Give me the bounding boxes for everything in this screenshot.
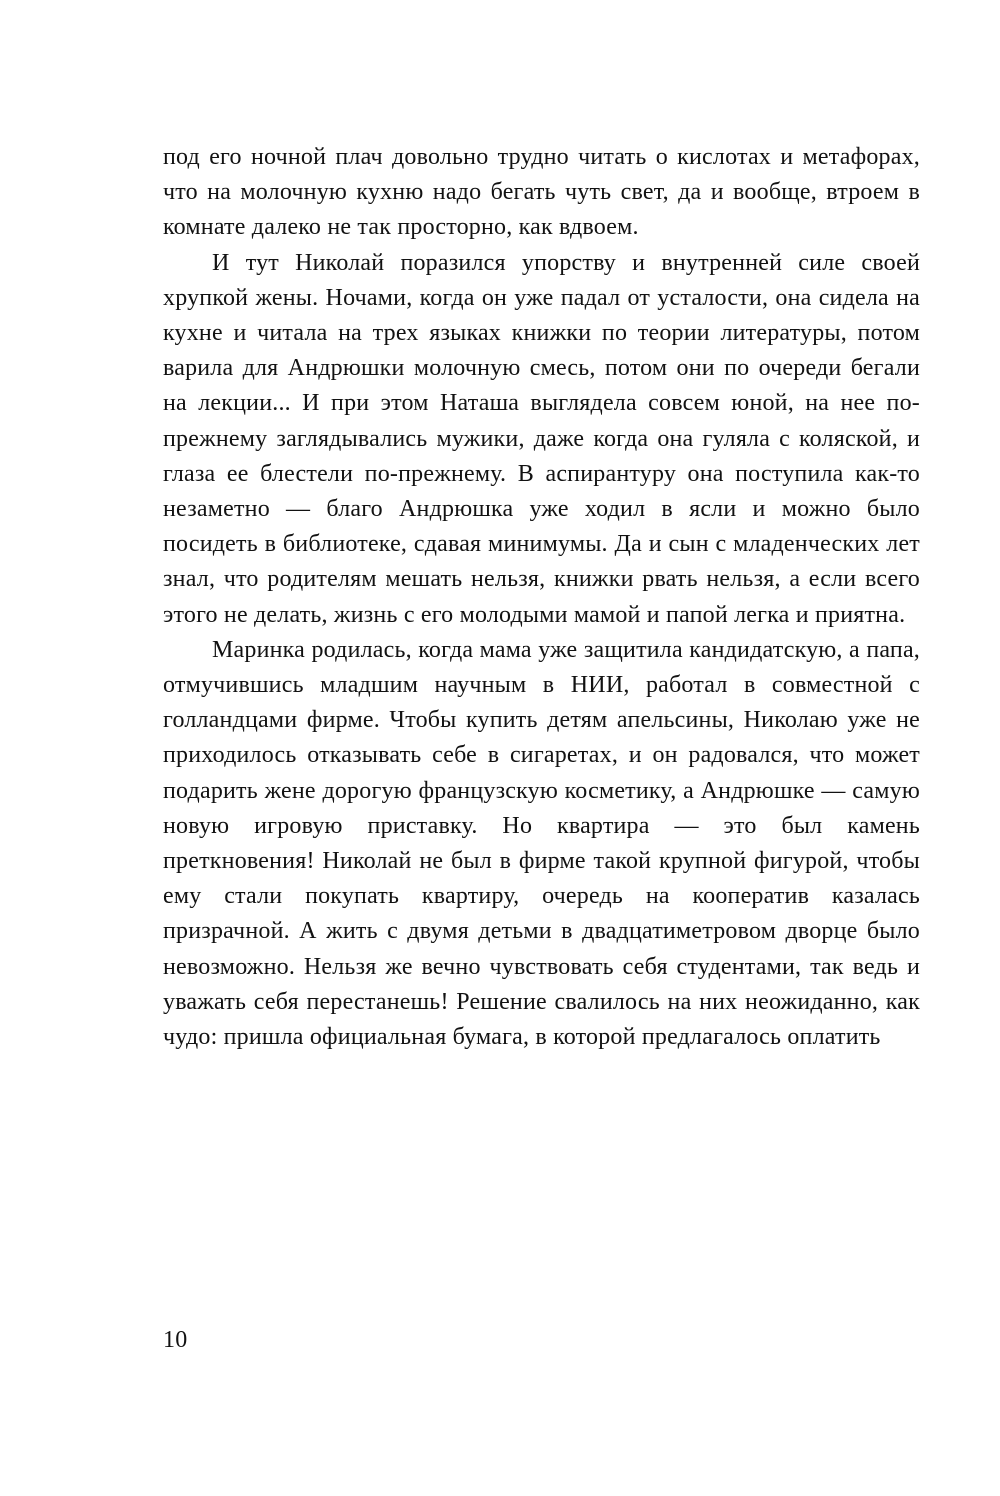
paragraph: И тут Николай поразился упорству и внутренней силе своей хрупкой жены. Ночами, когда он уже падал от усталости, она сидела на кухне и читала на трех языках книжки по теории литературы, потом варила для Андрюшки молочную смесь, потом они по очереди бегали на лекции... И при этом Наташа выглядела совсем юной, на нее по-прежнему заглядывались мужики, даже когда она гуляла с коляской, и глаза ее блестели по-прежнему. В аспирантуру она поступила как-то незаметно — благо Андрюшка уже ходил в ясли и можно было посидеть в библиотеке, сдавая минимумы. Да и сын с младенческих лет знал, что родителям мешать нельзя, книжки рвать нельзя, а если всего этого не делать, жизнь с его молодыми мамой и папой легка и приятна. bbox=[163, 249, 920, 628]
page-number: 10 bbox=[163, 1327, 188, 1353]
paragraph-continuation: под его ночной плач довольно трудно читать о кислотах и метафорах, что на молочную кухню надо бегать чуть свет, да и вообще, втроем в комнате далеко не так просторно, как вдвоем. bbox=[163, 144, 920, 241]
page-text-block bbox=[163, 140, 920, 1055]
paragraph: Маринка родилась, когда мама уже защитила кандидатскую, а папа, отмучившись младшим научным в НИИ, работал в совместной с голландцами фирме. Чтобы купить детям апельсины, Николаю уже не приходилось отказывать себе в сигаретах, и он радовался, что может подарить жене дорогую французскую косметику, а Андрюшке — самую новую игровую приставку. Но квартира — это был камень преткновения! Николай не был в фирме такой крупной фигурой, чтобы ему стали покупать квартиру, очередь на кооператив казалась призрачной. А жить с двумя детьми в двадцатиметровом дворце было невозможно. Нельзя же вечно чувствовать себя студентами, так ведь и уважать себя перестанешь! Решение свалилось на них неожиданно, как чудо: пришла официальная бумага, в которой предлагалось оплатить bbox=[163, 636, 920, 1051]
